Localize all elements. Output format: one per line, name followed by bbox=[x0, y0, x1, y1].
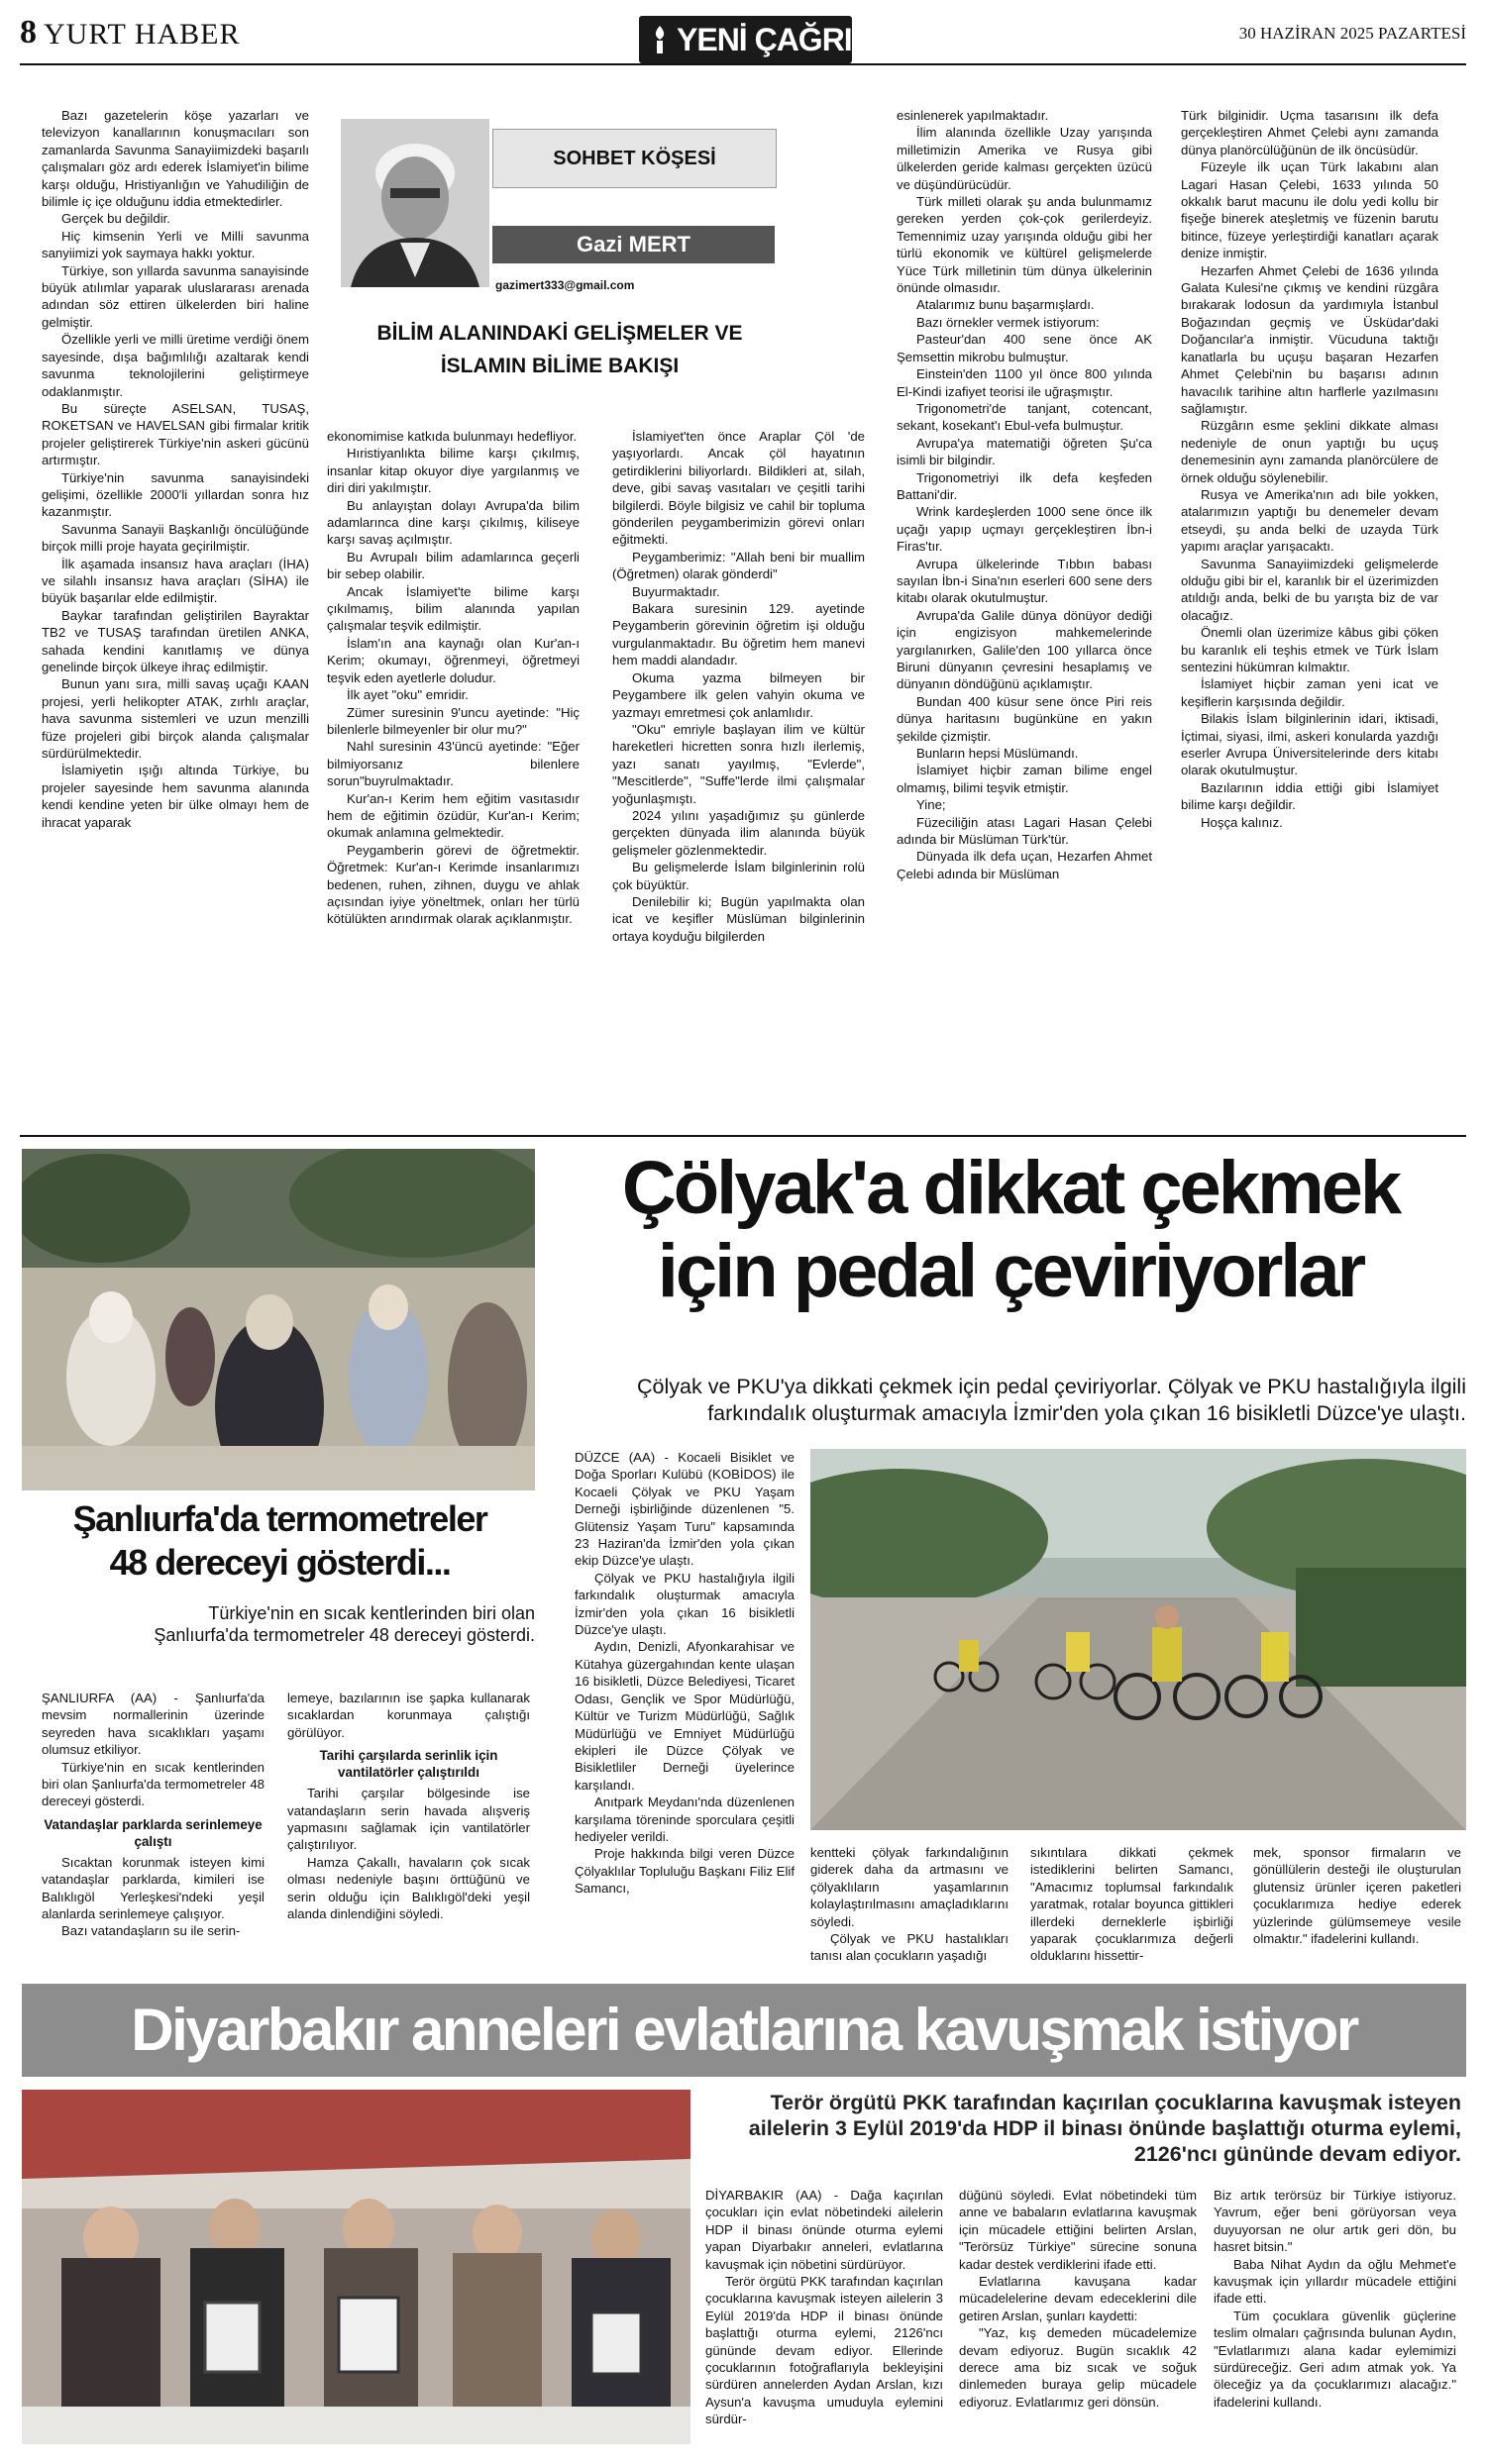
newspaper-logo bbox=[639, 16, 852, 63]
diyarbakir-banner bbox=[22, 1984, 1466, 2077]
paragraph: Hezarfen Ahmet Çelebi de 1636 yılında Galata Kulesi'ne çıkmış ve kendini rüzgâra bırakarak lodosun da yardımıyla İstanbul Boğazından geçmiş ve Üsküdar'daki Doğancılar'a inmiştir. Vücuduna taktığı kanatlarla bu uçuşu başaran Hezarfen Ahmet Çelebi'nin bu başarısı adının havacılık tarihine altın harflerle yazılmasını sağlamıştır. bbox=[1181, 262, 1438, 416]
sanliurfa-headline bbox=[30, 1497, 530, 1585]
paragraph: Aydın, Denizli, Afyonkarahisar ve Kütahya güzergahından kente ulaşan 16 bisikletli, Düzce Belediyesi, Ticaret Odası, Gençlik ve Spor Müdürlüğü, Kültür ve Turizm Müdürlüğü, Sağlık Müdürlüğü ve Emniyet Müdürlüğü ekipleri ile Düzce Çölyak ve Bisikletliler Derneği üyelerince karşılandı. bbox=[575, 1639, 795, 1793]
paragraph: Çölyak ve PKU hastalıkları tanısı alan çocukların yaşadığı bbox=[810, 1931, 1008, 1964]
column-title-line2: İSLAMIN BİLİME BAKIŞI bbox=[440, 355, 680, 377]
paragraph: İslam'ın ana kaynağı olan Kur'an-ı Kerim; okumayı, öğrenmeyi, öğretmeyi teşvik eden ayetlerle doludur. bbox=[327, 635, 580, 685]
paragraph: Savunma Sanayii Başkanlığı öncülüğünde birçok milli proje hayata geçirilmiştir. bbox=[42, 521, 309, 555]
paragraph: Bazı vatandaşların su ile serin- bbox=[61, 1923, 241, 1939]
cyclists-photo bbox=[810, 1449, 1466, 1830]
sanliurfa-deck: Türkiye'nin en sıcak kentlerinden biri olan Şanlıurfa'da termometreler 48 dereceyi gösterdi. bbox=[154, 1603, 535, 1645]
paragraph: Bu gelişmelerde İslam bilginlerinin rolü çok büyüktür. bbox=[612, 860, 865, 892]
author-name: Gazi MERT bbox=[577, 232, 690, 257]
author-email[interactable]: gazimert333@gmail.com bbox=[495, 278, 635, 292]
column-kicker: SOHBET KÖŞESİ bbox=[553, 148, 716, 169]
paragraph: Türkiye, son yıllarda savunma sanayisinde büyük atılımlar yaparak uluslararası arenada adından söz ettiren ülkelerden biri haline gelmiştir. bbox=[42, 262, 309, 330]
sanliurfa-headline-line2: 48 dereceyi gösterdi... bbox=[109, 1542, 451, 1583]
paragraph: Proje hakkında bilgi veren Düzce Çölyaklılar Topluluğu Başkanı Filiz Elif Samancı, bbox=[575, 1846, 795, 1897]
paragraph: Hamza Çakallı, havaların çok sıcak olması nedeniyle başını örttüğünü ve serin olduğu için Balıklıgöl'deki yeşil alanda dinlendiğini söyledi. bbox=[287, 1854, 530, 1922]
column-text-col3 bbox=[612, 428, 865, 1121]
paragraph: Hiç kimsenin Yerli ve Milli savunma sanyiimizi yok saymaya hakkı yoktur. bbox=[42, 228, 309, 261]
header-rule bbox=[20, 63, 1466, 65]
paragraph: Rüzgârın esme şeklini dikkate alması nedeniyle de onun yaptığı bu uçuş denemesinin aynı zamanda planörcülere de örnek olduğu söylenebilir. bbox=[1181, 418, 1438, 485]
diyarbakir-col2 bbox=[959, 2187, 1197, 2454]
paragraph: Füzeyle ilk uçan Türk lakabını alan Lagari Hasan Çelebi, 1633 yılında 50 okkalık barut macunu ile dolu yedi kollu bir fişeğe binerek ateşletmiş ve füzenin barutu bitince, füzeye yerleştirdiği kanatları açarak denize inmiştir. bbox=[1181, 159, 1438, 261]
diyarbakir-mothers-photo bbox=[22, 2090, 690, 2444]
paragraph: Füzeciliğin atası Lagari Hasan Çelebi adında bir Müslüman Türk'tür. bbox=[897, 814, 1152, 848]
subheading: Tarihi çarşılarda serinlik için vantilatörler çalıştırıldı bbox=[319, 1748, 498, 1781]
paragraph: Evlatlarına kavuşana kadar mücadelelerine devam edeceklerini dile getiren Arslan, şunları kaydetti: bbox=[959, 2274, 1197, 2323]
paragraph: Sıcaktan korunmak isteyen kimi vatandaşlar parklarda, kimileri ise Balıklıgöl Yerleşkesi'ndeki yeşil alanlarda serinlemeye çalışıyor. bbox=[42, 1854, 265, 1922]
paragraph: Zümer suresinin 9'uncu ayetinde: "Hiç bilenlerle bilmeyenler bir olur mu?" bbox=[327, 704, 580, 737]
paragraph: Çölyak ve PKU hastalığıyla ilgili farkındalık oluşturmak amacıyla İzmir'den yola çıkan 16 bisikletli Düzce'ye ulaştı. bbox=[575, 1570, 795, 1638]
paragraph: Rusya ve Amerika'nın adı bile yokken, atalarımızın yaptığı bu denemeler devam etseydi, şu anda belki de uzayda Türk yapımı araçlar yarışacaktı. bbox=[1181, 486, 1438, 555]
paragraph: DİYARBAKIR (AA) - Dağa kaçırılan çocukları için evlat nöbetindeki ailelerin HDP il binası önünde oturma eylemi yapan Diyarbakır anneleri, evlatlarına kavuşmak için nöbetini sürdürüyor. bbox=[705, 2188, 943, 2272]
paragraph: Bakara suresinin 129. ayetinde Peygamberin görevinin öğretim işi olduğu vurgulanmaktadır. Bu öğretim hem manevi hem maddi alandadır. bbox=[612, 601, 865, 668]
logo-text: YENİ ÇAĞRI bbox=[677, 22, 852, 57]
paragraph: Bazılarının iddia ettiği gibi İslamiyet bilime karşı değildir. bbox=[1181, 779, 1438, 813]
paragraph: mek, sponsor firmaların ve gönüllülerin desteği ile oluşturulan glutensiz ürünler içeren paketleri çocuklarımıza hediye ederek yüzlerinde gülümsemeye vesile olmaktır." ifadelerini kullandı. bbox=[1253, 1845, 1461, 1947]
sanliurfa-headline-line1: Şanlıurfa'da termometreler bbox=[72, 1498, 487, 1539]
paragraph: Atalarımız bunu başarmışlardı. bbox=[916, 297, 1095, 313]
paragraph: Terör örgütü PKK tarafından kaçırılan çocuklarına kavuşmak isteyen ailelerin 3 Eylül 2019'da HDP il binası önünde başlattığı oturma eylemi, 2126'ncı gününde devam ediyor. Ellerinde çocuklarının fotoğraflarıyla bekleyişini sürdüren annelerden Aydan Arslan, kızı Aysun'a kavuşma umuduyla eylemini sürdür- bbox=[705, 2274, 943, 2427]
colyak-col3 bbox=[1030, 1844, 1233, 1973]
paragraph: Okuma yazma bilmeyen bir Peygambere ilk gelen vahyin okuma ve yazmayı emretmesi çok anlamlıdır. bbox=[612, 669, 865, 720]
column-text-col4 bbox=[897, 107, 1152, 1122]
paragraph: Nahl suresinin 43'üncü ayetinde: "Eğer bilmiyorsanız bilenlere sorun"buyrulmaktadır. bbox=[327, 739, 580, 789]
paragraph: esinlenerek yapılmaktadır. bbox=[897, 108, 1049, 123]
colyak-col2 bbox=[810, 1844, 1008, 1973]
paragraph: Hoşça kalınız. bbox=[1201, 814, 1283, 830]
author-photo bbox=[341, 119, 489, 287]
paragraph: Türkiye'nin en sıcak kentlerinden biri olan Şanlıurfa'da termometreler 48 dereceyi gösterdi. bbox=[42, 1759, 265, 1809]
colyak-headline-line1: Çölyak'a dikkat çekmek bbox=[621, 1146, 1400, 1230]
paragraph: İslamiyet hiçbir zaman yeni icat ve keşiflerin karşısında değildir. bbox=[1181, 676, 1438, 709]
paragraph: sıkıntılara dikkati çekmek istediklerini belirten Samancı, "Amacımız toplumsal farkındalık yaratmak, rotalar boyunca gittikleri illerdeki derneklerle işbirliği yaparak çocuklarımıza değerli olduklarını hissettir- bbox=[1030, 1845, 1233, 1964]
column-text-col2 bbox=[327, 428, 580, 1121]
paragraph: Özellikle yerli ve milli üretime verdiği önem sayesinde, dışa bağımlılığı azaltarak kendi savunma teknolojilerini geliştirmeye odaklanmıştır. bbox=[42, 332, 309, 399]
sanliurfa-col1 bbox=[42, 1690, 265, 1987]
paragraph: ekonomimise katkıda bulunmayı hedefliyor. bbox=[327, 429, 578, 444]
logo-torch-icon bbox=[649, 24, 671, 55]
column-text-col5 bbox=[1181, 107, 1438, 1122]
paragraph: ŞANLIURFA (AA) - Şanlıurfa'da mevsim normallerinin üzerinde seyreden hava sıcaklıkları yaşamı olumsuz etkiliyor. bbox=[42, 1691, 265, 1758]
paragraph: Türk milleti olarak şu anda bulunmamız gereken yerden çok-çok gerilerdeyiz. Temennimiz uzay yarışında olduğu gibi her türlü ekonomik ve kültürel gelişmelerde Yüce Türk milletinin tüm dünya ülkelerinin önünde olmasıdır. bbox=[897, 194, 1152, 296]
paragraph: Avrupa'da Galile dünya dönüyor dediği için engizisyon mahkemelerinde yargılanırken, Galile'den 100 yıllarca önce Biruni dünyanın çevresini hesaplamış ve dünyanın döndüğünü açıklamıştır. bbox=[897, 607, 1152, 692]
paragraph: Bazı örnekler vermek istiyorum: bbox=[916, 314, 1100, 330]
paragraph: Türk bilginidir. Uçma tasarısını ilk defa gerçekleştiren Ahmet Çelebi aynı zamanda dünya planörcülüğünün de ilk öncüsüdür. bbox=[1181, 108, 1438, 157]
paragraph: İslamiyet hiçbir zaman bilime engel olmamış, bilimi teşvik etmiştir. bbox=[897, 763, 1152, 795]
sanliurfa-crowd-photo bbox=[22, 1149, 535, 1490]
paragraph: Avrupa'ya matematiği öğreten Şu'ca isimli bir bilgindir. bbox=[897, 435, 1152, 468]
paragraph: Bunların hepsi Müslümandı. bbox=[916, 746, 1079, 762]
paragraph: Peygamberimiz: "Allah beni bir muallim (Öğretmen) olarak gönderdi" bbox=[612, 549, 865, 582]
colyak-col1 bbox=[575, 1449, 795, 1974]
paragraph: lemeye, bazılarının ise şapka kullanarak sıcaklardan korunmaya çalıştığı görülüyor. bbox=[287, 1691, 530, 1740]
paragraph: Bu süreçte ASELSAN, TUSAŞ, ROKETSAN ve HAVELSAN gibi firmalar kritik projeler geliştirerek Türkiye'nin askeri gücünü artırmıştır. bbox=[42, 400, 309, 468]
colyak-headline-line2: için pedal çeviriyorlar bbox=[657, 1229, 1364, 1313]
paragraph: İlim alanında özellikle Uzay yarışında milletimizin Amerika ve Rusya gibi ülkelerden geride kalması gerçekten üzücü ve düşündürücüdür. bbox=[897, 125, 1152, 192]
paragraph: Bilakis İslam bilginlerinin idari, iktisadi, İçtimai, siyasi, ilmi, askeri konularda yazdığı eserler Avrupa Üniversitelerinde ders kitabı olarak okutulmuştur. bbox=[1181, 711, 1438, 778]
paragraph: Yine; bbox=[916, 797, 946, 813]
paragraph: Buyurmaktadır. bbox=[632, 583, 720, 599]
paragraph: Bazı gazetelerin köşe yazarları ve televizyon kanallarının konuşmacıları son zamanlarda Savunma Sanayiimizdeki başarılı çalışmaları göz ardı ederek İslamiyet'in bilime karşı olduğu, Hristiyanlığın ve Yahudiliğin de bilimle iç içe olduğunu iddia etmektedirler. bbox=[42, 108, 309, 210]
paragraph: İlk aşamada insansız hava araçları (İHA) ve silahlı insansız hava araçları (SİHA) ile büyük başarılar elde edilmiştir. bbox=[42, 556, 309, 606]
paragraph: Bundan 400 küsur sene önce Piri reis dünya haritasını bugünküne en yakın şekilde çizmiştir. bbox=[897, 693, 1152, 744]
issue-date: 30 HAZİRAN 2025 PAZARTESİ bbox=[1238, 24, 1466, 43]
column-kicker-box bbox=[492, 129, 777, 188]
paragraph: Ancak İslamiyet'te bilime karşı çıkılmamış, bilim alanında yapılan çalışmalar teşvik edilmiştir. bbox=[327, 583, 580, 634]
page-number: 8 bbox=[20, 14, 37, 51]
paragraph: Pasteur'dan 400 sene önce AK Şemsettin mikrobu bulmuştur. bbox=[897, 332, 1152, 364]
paragraph: Tarihi çarşılar bölgesinde ise vatandaşların serin havada alışveriş yapmasını sağlamak için vantilatörler çalıştırılıyor. bbox=[287, 1786, 530, 1853]
diyarbakir-col3 bbox=[1214, 2187, 1456, 2454]
paragraph: Wrink kardeşlerden 1000 sene önce ilk uçağı yapıp uçmayı gerçekleştiren İbn-i Firas'tır. bbox=[897, 504, 1152, 555]
paragraph: Trigonometri'de tanjant, cotencant, sekant, kosekant'ı Ebul-vefa bulmuştur. bbox=[897, 400, 1152, 434]
section-divider bbox=[20, 1135, 1466, 1137]
paragraph: Anıtpark Meydanı'nda düzenlenen karşılama töreninde sporculara çeşitli hediyeler verildi. bbox=[575, 1795, 795, 1844]
paragraph: kentteki çölyak farkındalığının giderek daha da artmasını ve çölyaklıların yaşamlarının kolaylaştırılmasını amaçladıklarını söyledi. bbox=[810, 1845, 1008, 1929]
diyarbakir-deck: Terör örgütü PKK tarafından kaçırılan çocuklarına kavuşmak isteyen ailelerin 3 Eylül 2019'da HDP il binası önünde başlattığı oturma eylemi, 2126'ncı gününde devam ediyor. bbox=[748, 2091, 1461, 2166]
paragraph: Biz artık terörsüz bir Türkiye istiyoruz. Yavrum, eğer beni görüyorsan veya duyuyorsan ne olur artık geri dön, bu hasret bitsin." bbox=[1214, 2188, 1456, 2255]
paragraph: Baykar tarafından geliştirilen Bayraktar TB2 ve TUSAŞ tarafından üretilen ANKA, sahada kendini kanıtlamış ve dünya genelinde birçok ülkeye ihraç edilmiştir. bbox=[42, 607, 309, 674]
paragraph: Önemli olan üzerimize kâbus gibi çöken bu karanlık eli teşhis etmek ve Türk İslam sentezini hükümran kılmaktır. bbox=[1181, 625, 1438, 674]
paragraph: İslamiyetin ışığı altında Türkiye, bu projeler sayesinde hem savunma alanında kendi kendine yeten bir ülke olmayı hem de ihracat yaparak bbox=[42, 763, 309, 830]
colyak-deck: Çölyak ve PKU'ya dikkati çekmek için pedal çeviriyorlar. Çölyak ve PKU hastalığıyla ilgili farkındalık oluşturmak amacıyla İzmir'den yola çıkan 16 bisikletli Düzce'ye ulaştı. bbox=[637, 1375, 1466, 1425]
paragraph: Dünyada ilk defa uçan, Hezarfen Ahmet Çelebi adında bir Müslüman bbox=[897, 849, 1152, 881]
paragraph: Hıristiyanlıkta bilime karşı çıkılmış, insanlar kitap okuyor diye yargılanmış ve diri diri yakılmıştır. bbox=[327, 446, 580, 496]
paragraph: düğünü söyledi. Evlat nöbetindeki tüm anne ve babaların evlatlarına kavuşmak için mücadele ettiğini belirten Arslan, "Terörsüz Türkiye" sürecine sonuna kadar destek verdiklerini ifade etti. bbox=[959, 2188, 1197, 2272]
paragraph: Trigonometriyi ilk defa keşfeden Battani'dir. bbox=[897, 469, 1152, 502]
paragraph: DÜZCE (AA) - Kocaeli Bisiklet ve Doğa Sporları Kulübü (KOBİDOS) ile Kocaeli Çölyak ve PKU Yaşam Derneği işbirliğinde düzenlenen "5. Glütensiz Yaşam Turu" kapsamında 23 Haziran'da İzmir'den yola çıkan ekip Düzce'ye ulaştı. bbox=[575, 1450, 795, 1569]
paragraph: İslamiyet'ten önce Araplar Çöl 'de yaşıyorlardı. Ancak çöl hayatının getirdiklerini biliyorlardı. Bildikleri at, silah, deve, gibi savaş vasıtaları ve çeşitli tarihi bilgilerdi. Böyle bilgisiz ve cahil bir topluma gönderilen peygamberimizin görevi onları eğitmekti. bbox=[612, 429, 865, 548]
paragraph: Bu anlayıştan dolayı Avrupa'da bilim adamlarınca dine karşı çıkılmış, kiliseye karşı savaş açılmıştır. bbox=[327, 497, 580, 548]
paragraph: İlk ayet "oku" emridir. bbox=[347, 687, 469, 703]
paragraph: "Oku" emriyle başlayan ilim ve kültür hareketleri hicretten sonra hızlı ilerlemiş, yazı sanatı yayılmış, "Evlerde", "Mescitlerde", "Suffe"lerde ilmi çalışmalar yoğunlaşmıştı. bbox=[612, 721, 865, 806]
paragraph: Türkiye'nin savunma sanayisindeki gelişimi, özellikle 2000'li yıllardan sonra hız kazanmıştır. bbox=[42, 469, 309, 520]
paragraph: Baba Nihat Aydın da oğlu Mehmet'e kavuşmak için yıllardır mücadele ettiğini ifade etti. bbox=[1214, 2256, 1456, 2307]
author-name-box bbox=[492, 226, 775, 263]
paragraph: Bunun yanı sıra, milli savaş uçağı KAAN projesi, yerli helikopter ATAK, zırhlı araçlar, hava savunma sistemleri ve uzun menzilli füze projeleri gibi birçok alanda çalışmalar sürdürülmektedir. bbox=[42, 676, 309, 762]
diyarbakir-col1 bbox=[705, 2187, 943, 2454]
sanliurfa-col2 bbox=[287, 1690, 530, 1987]
paragraph: Bu Avrupalı bilim adamlarınca geçerli bir sebep olabilir. bbox=[327, 549, 580, 582]
paragraph: Einstein'den 1100 yıl önce 800 yılında El-Kindi izafiyet teorisi ile uğraşmıştır. bbox=[897, 366, 1152, 399]
paragraph: Gerçek bu değildir. bbox=[61, 211, 170, 227]
paragraph: Denilebilir ki; Bugün yapılmakta olan icat ve keşifler Müslüman bilginlerinin ortaya koyduğu bilgilerden bbox=[612, 893, 865, 944]
column-title bbox=[327, 317, 793, 382]
column-text-col1 bbox=[42, 107, 309, 1122]
paragraph: 2024 yılını yaşadığımız şu günlerde gerçekten dünyada ilim alanında büyük gelişmeler gözlenmektedir. bbox=[612, 807, 865, 858]
colyak-col4 bbox=[1253, 1844, 1461, 1973]
colyak-headline bbox=[555, 1147, 1466, 1313]
section-title: YURT HABER bbox=[44, 18, 241, 51]
column-title-line1: BİLİM ALANINDAKİ GELİŞMELER VE bbox=[376, 322, 743, 345]
paragraph: "Yaz, kış demeden mücadelemize devam ediyoruz. Bugün sıcaklık 42 derece ama biz sıcak ve soğuk dinlemeden buraya gelip mücadele ediyoruz. Evlatlarımız geri dönsün. bbox=[959, 2325, 1197, 2410]
diyarbakir-headline: Diyarbakır anneleri evlatlarına kavuşmak istiyor bbox=[131, 1997, 1357, 2063]
paragraph: Kur'an-ı Kerim hem eğitim vasıtasıdır hem de eğitimin özüdür, Kur'an-ı Kerim; okumak anlamına gelmektedir. bbox=[327, 790, 580, 841]
subheading: Vatandaşlar parklarda serinlemeye çalıştı bbox=[44, 1816, 263, 1849]
paragraph: Tüm çocuklara güvenlik güçlerine teslim olmaları çağrısında bulunan Aydın, "Evlatlarımızı alana kadar eylemimizi sürdüreceğiz. Geri adım atmak yok. Ya öleceğiz ya da çocuklarımızı alacağız." ifadelerini kullandı. bbox=[1214, 2308, 1456, 2410]
paragraph: Avrupa ülkelerinde Tıbbın babası sayılan İbn-i Sina'nın eserleri 600 sene ders kitabı olarak okutulmuştur. bbox=[897, 556, 1152, 606]
paragraph: Savunma Sanayiimizdeki gelişmelerde olduğu gibi bir el, karanlık bir el üzerimizden atıldığı anda, belki de bu yarışta biz de var olacağız. bbox=[1181, 556, 1438, 623]
paragraph: Peygamberin görevi de öğretmektir. Öğretmek: Kur'an-ı Kerimde insanlarımızı bedenen, ruhen, zihnen, duygu ve ahlak açısından iyiye yöneltmek, onları her türlü kötülükten arındırmak olarak açıklanmıştır. bbox=[327, 842, 580, 927]
